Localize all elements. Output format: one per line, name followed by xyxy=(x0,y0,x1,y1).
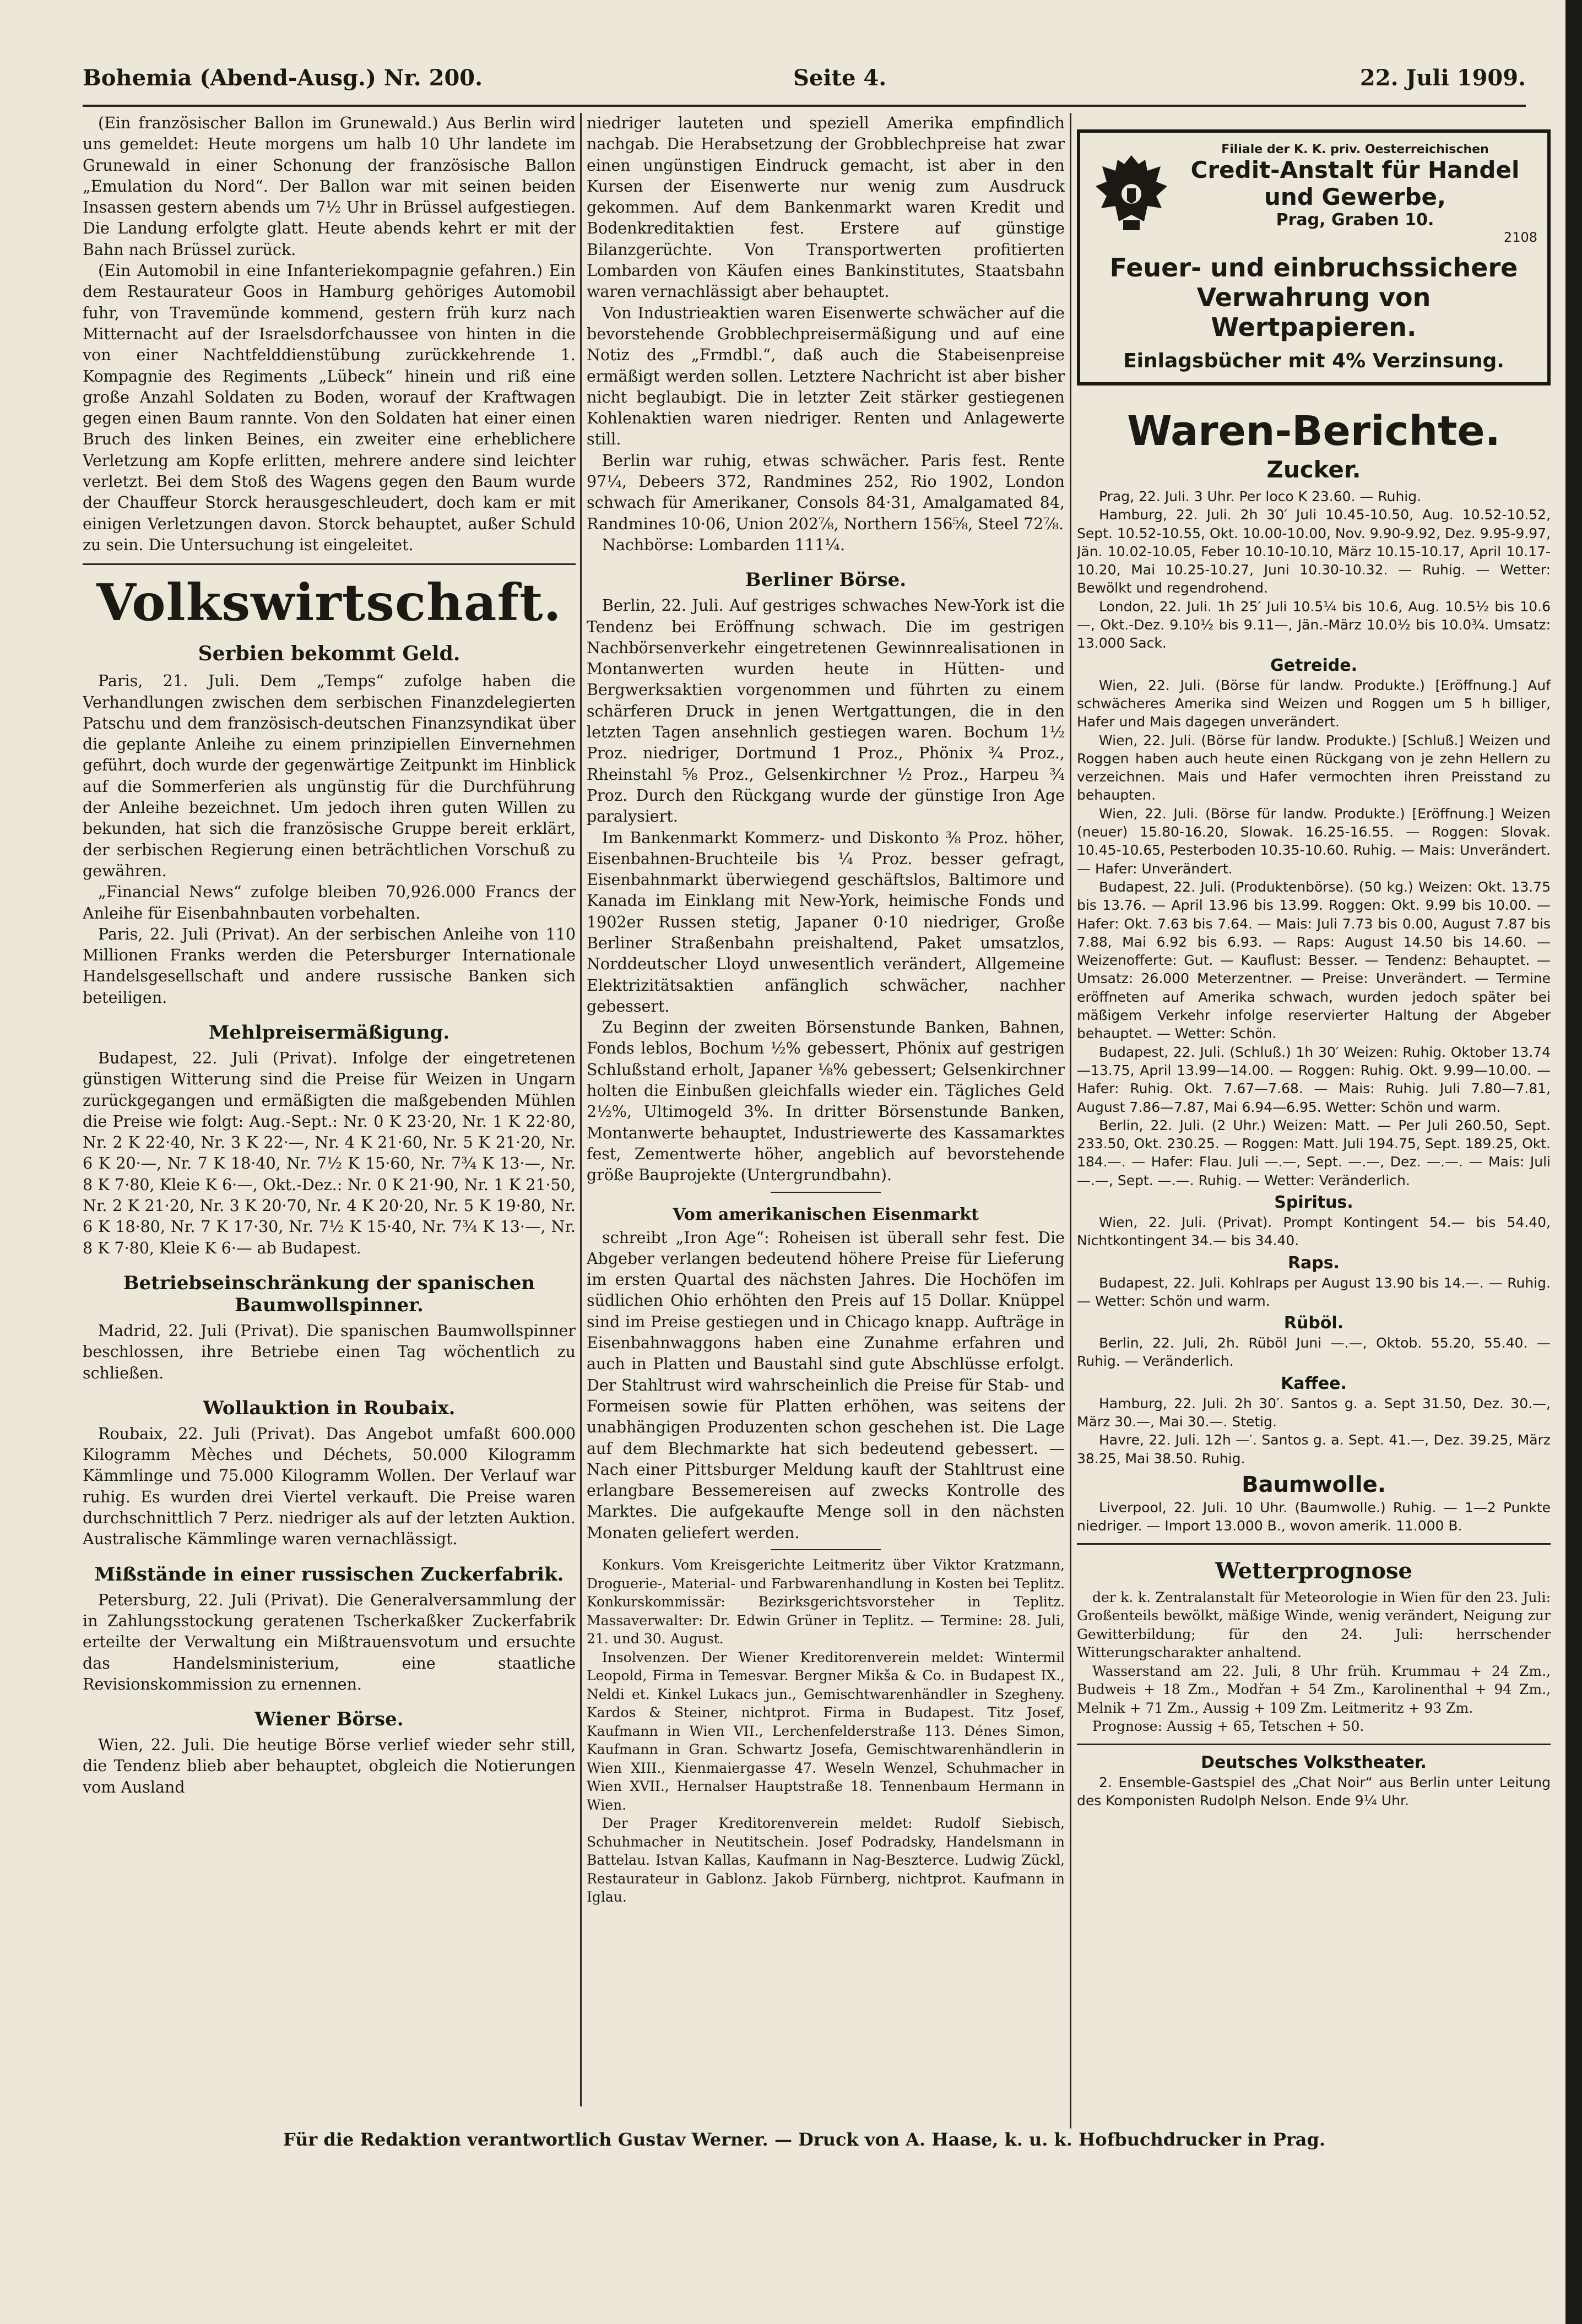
article-serbien-1: Paris, 21. Juli. Dem „Temps“ zufolge haben die Verhandlungen zwischen dem serbischen Finanzdelegierten Patschu und dem französisch-deutschen Finanzsyndikat über die geplante Anleihe zu einem prinzipiellen Einvernehmen geführt, doch wurde der gegenwärtige Zeitpunkt im Hinblick auf die Sommerferien als ungünstig für die Durchführung der Anleihe bezeichnet. Um jedoch ihren guten Willen zu bekunden, hat sich die französische Gruppe bereit erklärt, der serbischen Regierung einen beträchtlichen Vorschuß zu gewähren. xyxy=(83,672,576,880)
market-heading-zucker: Zucker. xyxy=(1266,456,1361,483)
market-report: Wien, 22. Juli. (Börse für landw. Produkte.) [Schluß.] Weizen und Roggen haben auch heute einen Rückgang von je zehn Hellern zu verzeichnen. Mais und Hafer vermochten ihren Preisstand zu behaupten. xyxy=(1077,732,1551,803)
double-eagle-emblem-icon xyxy=(1090,150,1173,238)
ad-line-verwahrung: Feuer- und einbruchssichere Verwahrung von Wertpapieren. xyxy=(1109,253,1518,342)
article-wiener-boerse: Wien, 22. Juli. Die heutige Börse verlief wieder sehr still, die Tendenz blieb aber behauptet, obgleich die Notierungen vom Ausland xyxy=(83,1736,576,1796)
headline-wetterprognose: Wetterprognose xyxy=(1215,1557,1412,1584)
market-heading-rueboel: Rüböl. xyxy=(1283,1313,1344,1333)
article-industrieaktien: Von Industrieaktien waren Eisenwerte schwächer auf die bevorstehende Grobblechpreisermäßigung und auf eine Notiz des „Frmdbl.“, daß auch die Stabeisenpreise ermäßigt werden sollen. Letztere Nachricht ist aber bisher nicht beglaubigt. Die in letzter Zeit stärker gestiegenen Kohlenaktien waren niedriger. Renten und Anlagewerte still. xyxy=(587,303,1065,449)
market-report: Wien, 22. Juli. (Privat). Prompt Kontingent 54.— bis 54.40, Nichtkontingent 34.— bis 34.40. xyxy=(1077,1214,1551,1249)
article-rule xyxy=(771,1192,881,1193)
article-automobile: (Ein Automobil in eine Infanteriekompagnie gefahren.) Ein dem Restaurateur Goos in Hamburg gehöriges Automobil fuhr, von Travemünde kommend, gestern früh kurz nach Mitternacht auf der Israelsdorfchaussee von hinten in die von einer Nachtfelddienstübung zurückkehrende 1. Kompagnie des Regiments „Lübeck“ hinein und riß eine große Anzahl Soldaten zu Boden, worauf der Kraftwagen gegen einen Baum rannte. Von den Soldaten hat einer einen Bruch des linken Beines, ein zweiter eine erheblichere Verletzung am Kopfe erlitten, mehrere andere sind leichter verletzt. Bei dem Stoß des Wagens gegen den Baum wurde der Chauffeur Storck herausgeschleudert, doch kam er mit einigen Verletzungen davon. Storck behauptet, außer Schuld zu sein. Die Untersuchung ist eingeleitet. xyxy=(83,262,576,554)
article-insolvenzen: Insolvenzen. Der Wiener Kreditorenverein meldet: Wintermil Leopold, Firma in Temesvar. Bergner Mikša & Co. in Budapest IX., Neldi et. Kinkel Lukacs jun., Gemischtwarenhändler in Szegheny. Kardos & Steiner, nichtprot. Firma in Budapest. Titz Josef, Kaufmann in Wien VII., Lerchenfelderstraße 113. Dénes Simon, Kaufmann in Gran. Schwartz Josefa, Gemischtwarenhändlerin in Wien XIII., Kienmaiergasse 47. Weseln Wenzel, Schuhmacher in Wien XVII., Hernalser Hauptstraße 18. Tennenbaum Hermann in Wien. xyxy=(587,1649,1065,1813)
theater-notice: 2. Ensemble-Gastspiel des „Chat Noir“ aus Berlin unter Leitung des Komponisten Rudolph Nelson. Ende 9¼ Uhr. xyxy=(1077,1774,1551,1809)
market-report: London, 22. Juli. 1h 25′ Juli 10.5¼ bis 10.6, Aug. 10.5½ bis 10.6—, Okt.-Dez. 9.10½ bis 9.11—, Jän.-März 10.0½ bis 10.0¾. Umsatz: 13.000 Sack. xyxy=(1077,598,1551,651)
article-serbien-2: „Financial News“ zufolge bleiben 70,926.000 Francs der Anleihe für Eisenbahnbauten vorbehalten. xyxy=(83,883,576,922)
section-rule xyxy=(83,563,576,565)
ad-number: 2108 xyxy=(1503,230,1537,245)
headline-serbien: Serbien bekommt Geld. xyxy=(198,642,460,666)
article-eisenmarkt: schreibt „Iron Age“: Roheisen ist überall sehr fest. Die Abgeber verlangen bedeutend höhere Preise für Lieferung im ersten Quartal des nächsten Jahres. Die Hochöfen im südlichen Ohio erhöhten den Preis auf 15 Dollar. Knüppel sind im Preise gestiegen und in Chicago knapp. Aufträge in Eisenbahnwaggons haben eine Zunahme erfahren und auch in Platten und Baustahl sind gute Abschlüsse erfolgt. Der Stahltrust wird wahrscheinlich die Preise für Stab- und Formeisen sowie für Platten erhöhen, was seitens der unabhängigen Produzenten schon geschehen ist. Die Lage auf dem Blechmarkte hat sich bedeutend gebessert. — Nach einer Pittsburger Meldung kauft der Stahltrust eine erlangbare Bessemereisen auf zwecks Kontrolle des Marktes. Die aufgekaufte Menge soll in den nächsten Monaten geliefert werden. xyxy=(587,1228,1065,1542)
article-nachboerse: Nachbörse: Lombarden 111¼. xyxy=(602,535,845,554)
headline-wollauktion: Wollauktion in Roubaix. xyxy=(203,1397,456,1419)
market-report: Berlin, 22. Juli. (2 Uhr.) Weizen: Matt. — Per Juli 260.50, Sept. 233.50, Okt. 230.25. — Roggen: Matt. Juli 194.75, Sept. 189.25, Okt. 184.—. — Hafer: Flau. Juli —.—, Sept. —.—, Dez. —.—. — Mais: Juli —.—, Sept. —.—. Ruhig. — Wetter: Veränderlich. xyxy=(1077,1117,1551,1188)
headline-spinner: Betriebseinschränkung der spanischen Baumwollspinner. xyxy=(123,1272,535,1316)
market-report: Hamburg, 22. Juli. 2h 30′. Santos g. a. Sept 31.50, Dez. 30.—, März 30.—, Mai 30.—. Stetig. xyxy=(1077,1395,1551,1430)
header-page-number: Seite 4. xyxy=(793,65,887,91)
section-title-waren-berichte: Waren-Berichte. xyxy=(1127,408,1500,455)
article-berliner-boerse-2: Im Bankenmarkt Kommerz- und Diskonto ⅜ Proz. höher, Eisenbahnen-Bruchteile bis ¼ Proz. besser gefragt, Eisenbahnmarkt überwiegend geschäftslos, Baltimore und Kanada im Einklang mit New-York, heimische Fonds und 1902er Russen stetig, Japaner 0·10 niedriger, Große Berliner Straßenbahn preishaltend, Paket umsatzlos, Norddeutscher Lloyd unwesentlich verändert, Allgemeine Elektrizitätsaktien anfänglich schwächer, nachher gebessert. xyxy=(587,828,1065,1016)
header-masthead: Bohemia (Abend-Ausg.) Nr. 200. xyxy=(83,65,483,91)
section-rule xyxy=(1077,1543,1551,1545)
article-balloon: (Ein französischer Ballon im Grunewald.) Aus Berlin wird uns gemeldet: Heute morgens um halb 10 Uhr landete im Grunewald in einer Schonung der französische Ballon „Emulation du Nord“. Der Ballon war mit seinen beiden Insassen gestern abends um 7½ Uhr in Brüssel aufgestiegen. Die Landung erfolgte glatt. Heute abends kehrt er mit der Bahn nach Brüssel zurück. xyxy=(83,114,576,259)
headline-wiener-boerse: Wiener Börse. xyxy=(254,1708,404,1731)
headline-volkstheater: Deutsches Volkstheater. xyxy=(1201,1752,1427,1772)
ad-line-einlagsbuecher: Einlagsbücher mit 4% Verzinsung. xyxy=(1123,350,1504,372)
headline-zuckerfabrik: Mißstände in einer russischen Zuckerfabrik. xyxy=(94,1563,564,1585)
water-forecast: Prognose: Aussig + 65, Tetschen + 50. xyxy=(1092,1718,1364,1735)
column-2 xyxy=(587,113,1065,2117)
article-wiener-boerse-cont: niedriger lauteten und speziell Amerika empfindlich nachgab. Die Herabsetzung der Grobblechpreise hat zwar einen ungünstigen Eindruck gemacht, ist aber in den Kursen der Eisenwerte nur wenig zum Ausdruck gekommen. Auf dem Bankenmarkt waren Kredit und Bodenkreditaktien fest. Erstere auf günstige Bilanzgerüchte. Von Transportwerten profitierten Lombarden von Käufen eines Bankinstitutes, Staatsbahn waren vernachlässigt aber behauptet. xyxy=(587,114,1065,301)
section-title-volkswirtschaft: Volkswirtschaft. xyxy=(96,573,562,633)
ad-line-filiale: Filiale der K. K. priv. Oesterreichischen xyxy=(1221,143,1489,156)
article-serbien-3: Paris, 22. Juli (Privat). An der serbischen Anleihe von 110 Millionen Franks werden die Petersburger Internationale Handelsgesellschaft und andere russische Banken sich beteiligen. xyxy=(83,925,576,1007)
market-report: Wien, 22. Juli. (Börse für landw. Produkte.) [Eröffnung.] Auf schwächeres Amerika sind Weizen und Roggen um 5 h billiger, Hafer und Mais dagegen unverändert. xyxy=(1077,677,1551,730)
advertisement-credit-anstalt xyxy=(1077,129,1551,385)
weather-forecast: der k. k. Zentralanstalt für Meteorologie in Wien für den 23. Juli: Großenteils bewölkt, mäßige Winde, wenig verändert, Neigung zur Gewitterbildung; für den 24. Juli: herrschender Witterungscharakter anhaltend. xyxy=(1077,1589,1551,1661)
water-levels: Wasserstand am 22. Juli, 8 Uhr früh. Krummau + 24 Zm., Budweis + 18 Zm., Modřan + 54 Zm., Karolinenthal + 94 Zm., Melnik + 71 Zm., Aussig + 109 Zm. Leitmeritz + 93 Zm. xyxy=(1077,1663,1551,1716)
article-wollauktion: Roubaix, 22. Juli (Privat). Das Angebot umfaßt 600.000 Kilogramm Mèches und Déchets, 50.000 Kilogramm Kämmlinge und 75.000 Kilogramm Wollen. Der Verlauf war ruhig. Es wurden drei Viertel verkauft. Die Preise waren durchschnittlich 7 Perz. niedriger als auf der letzten Auktion. Australische Kämmlinge waren vernachlässigt. xyxy=(83,1424,576,1549)
article-zuckerfabrik: Petersburg, 22. Juli (Privat). Die Generalversammlung der in Zahlungsstockung geratenen Tscherkaßker Zuckerfabrik erteilte der Verwaltung ein Mißtrauensvotum und ersuchte das Handelsministerium, eine staatliche Revisionskommission zu ernennen. xyxy=(83,1590,576,1693)
market-heading-getreide: Getreide. xyxy=(1270,655,1357,675)
ad-line-credit-anstalt: Credit-Anstalt für Handel und Gewerbe, xyxy=(1190,156,1520,210)
market-report: Hamburg, 22. Juli. 2h 30′ Juli 10.45-10.50, Aug. 10.52-10.52, Sept. 10.52-10.55, Okt. 10.00-10.00, Nov. 9.90-9.92, Dez. 9.95-9.97, Jän. 10.02-10.05, Feber 10.10-10.10, März 10.15-10.17, April 10.17-10.20, Mai 10.25-10.27, Juni 10.30-10.32. — Ruhig. — Wetter: Bewölkt und regendrohend. xyxy=(1077,507,1551,596)
article-berlin-paris: Berlin war ruhig, etwas schwächer. Paris fest. Rente 97¼, Debeers 372, Randmines 252, Rio 1902, London schwach für Amerikaner, Consols 84·31, Amalgamated 84, Randmines 10·06, Union 202⅞, Northern 156⅝, Steel 72⅞. xyxy=(587,451,1065,533)
article-konkurs: Konkurs. Vom Kreisgerichte Leitmeritz über Viktor Kratzmann, Droguerie-, Material- und Farbwarenhandlung in Kosten bei Teplitz. Konkurskommissär: Bezirksgerichtsvorsteher in Teplitz. Massaverwalter: Dr. Edwin Grüner in Teplitz. — Termine: 28. Juli, 21. und 30. August. xyxy=(587,1557,1065,1647)
article-prager-kreditorenverein: Der Prager Kreditorenverein meldet: Rudolf Siebisch, Schuhmacher in Neutitschein. Josef Podradsky, Handelsmann in Battelau. Istvan Kallas, Kaufmann in Nag-Beszterce. Ludwig Zückl, Restaurateur in Gablonz. Jakob Fürnberg, nichtprot. Kaufmann in Iglau. xyxy=(587,1815,1065,1905)
header-rule xyxy=(83,105,1526,107)
imprint-footer: Für die Redaktion verantwortlich Gustav Werner. — Druck von A. Haase, k. u. k. Hofbuchdrucker in Prag. xyxy=(283,2129,1325,2150)
headline-berliner-boerse: Berliner Börse. xyxy=(745,569,907,591)
market-report: Berlin, 22. Juli, 2h. Rüböl Juni —.—, Oktob. 55.20, 55.40. — Ruhig. — Veränderlich. xyxy=(1077,1335,1551,1370)
article-rule xyxy=(771,1549,881,1550)
market-report: Budapest, 22. Juli. (Produktenbörse). (50 kg.) Weizen: Okt. 13.75 bis 13.76. — April 13.96 bis 13.99. Roggen: Okt. 9.99 bis 10.00. — Hafer: Okt. 7.63 bis 7.64. — Mais: Juli 7.73 bis 0.00, August 7.87 bis 7.88, Mai 6.92 bis 6.93. — Raps: August 14.50 bis 14.60. — Weizenofferte: Gut. — Kauflust: Besser. — Tendenz: Behauptet. — Umsatz: 26.000 Meterzentner. — Preise: Unverändert. — Termine eröffneten auf Amerika schwach, wurden jedoch später bei mäßigem Verkehr infolge reservierter Haltung der Abgeber behauptet. — Wetter: Schön. xyxy=(1077,878,1551,1042)
page-header xyxy=(83,65,1526,104)
market-report: Budapest, 22. Juli. Kohlraps per August 13.90 bis 14.—. — Ruhig. — Wetter: Schön und warm. xyxy=(1077,1274,1551,1309)
article-berliner-boerse-3: Zu Beginn der zweiten Börsenstunde Banken, Bahnen, Fonds leblos, Bochum ½% gebessert, Phönix auf gestrigen Schlußstand erholt, Japaner ⅛% gebessert; Gelsenkirchner holten die Einbußen gleichfalls wieder ein. Tägliches Geld 2½%, Ultimogeld 3%. In dritter Börsenstunde Banken, Montanwerte behauptet, Industriewerte des Kassamarktes fest, Zementwerte höher, angeblich auf bevorstehende größe Bauprojekte (Untergrundbahn). xyxy=(587,1018,1065,1185)
article-mehlpreis: Budapest, 22. Juli (Privat). Infolge der eingetretenen günstigen Witterung sind die Preise für Weizen in Ungarn zurückgegangen und ermäßigten die maßgebenden Mühlen die Preise wie folgt: Aug.-Sept.: Nr. 0 K 23·20, Nr. 1 K 22·80, Nr. 2 K 22·40, Nr. 3 K 22·—, Nr. 4 K 21·60, Nr. 5 K 21·20, Nr. 6 K 20·—, Nr. 7 K 18·40, Nr. 7½ K 15·60, Nr. 7¾ K 13·—, Nr. 8 K 7·80, Kleie K 6·—, Okt.-Dez.: Nr. 0 K 21·90, Nr. 1 K 21·50, Nr. 2 K 21·20, Nr. 3 K 20·70, Nr. 4 K 20·20, Nr. 5 K 19·80, Nr. 6 K 18·80, Nr. 7 K 17·30, Nr. 7½ K 15·40, Nr. 7¾ K 13·—, Nr. 8 K 7·80, Kleie K 6·— ab Budapest. xyxy=(83,1049,576,1257)
ad-line-address: Prag, Graben 10. xyxy=(1276,210,1434,230)
column-1 xyxy=(83,113,576,2095)
column-3 xyxy=(1077,113,1551,2195)
header-date: 22. Juli 1909. xyxy=(1359,65,1526,91)
market-report: Havre, 22. Juli. 12h —′. Santos g. a. Sept. 41.—, Dez. 39.25, März 38.25, Mai 38.50. Ruhig. xyxy=(1077,1432,1551,1467)
market-heading-baumwolle: Baumwolle. xyxy=(1242,1471,1386,1497)
headline-mehlpreis: Mehlpreisermäßigung. xyxy=(208,1021,450,1044)
column-divider xyxy=(1070,113,1071,2128)
market-report: Liverpool, 22. Juli. 10 Uhr. (Baumwolle.) Ruhig. — 1—2 Punkte niedriger. — Import 13.000 B., wovon amerik. 11.000 B. xyxy=(1077,1499,1551,1534)
article-berliner-boerse-1: Berlin, 22. Juli. Auf gestriges schwaches New-York ist die Tendenz bei Eröffnung schwach. Die im gestrigen Nachbörsenverkehr eingetretenen Gewinnrealisationen in Montanwerten wurden heute in Hütten- und Bergwerksaktien vorgenommen und führten zu einem schärferen Druck in jenen Wertgattungen, die in den letzten Tagen ansehnlich gestiegen waren. Bochum 1½ Proz. niedriger, Dortmund 1 Proz., Phönix ¾ Proz., Rheinstahl ⅝ Proz., Gelsenkirchner ½ Proz., Harpeu ¾ Proz. Durch den Rückgang wurde der günstige Iron Age paralysiert. xyxy=(587,596,1065,826)
scan-edge xyxy=(1565,0,1582,2324)
headline-eisenmarkt: Vom amerikanischen Eisenmarkt xyxy=(673,1204,979,1224)
market-heading-spiritus: Spiritus. xyxy=(1274,1192,1353,1212)
market-report: Wien, 22. Juli. (Börse für landw. Produkte.) [Eröffnung.] Weizen (neuer) 15.80-16.20, Slowak. 16.25-16.55. — Roggen: Slovak. 10.45-10.65, Pesterboden 10.35-10.60. Ruhig. — Mais: Unverändert. — Hafer: Unverändert. xyxy=(1077,805,1551,877)
market-heading-raps: Raps. xyxy=(1287,1253,1340,1273)
market-report: Prag, 22. Juli. 3 Uhr. Per loco K 23.60. — Ruhig. xyxy=(1099,488,1422,504)
column-divider xyxy=(580,113,582,2106)
market-heading-kaffee: Kaffee. xyxy=(1281,1373,1347,1393)
article-spinner: Madrid, 22. Juli (Privat). Die spanischen Baumwollspinner beschlossen, ihre Betriebe einen Tag wöchentlich zu schließen. xyxy=(83,1321,576,1382)
market-report: Budapest, 22. Juli. (Schluß.) 1h 30′ Weizen: Ruhig. Oktober 13.74—13.75, April 13.99—14.00. — Roggen: Ruhig. Okt. 9.99—10.00. — Hafer: Ruhig. Okt. 7.67—7.68. — Mais: Ruhig. Juli 7.80—7.81, August 7.86—7.87, Mai 6.94—6.95. Wetter: Schön und warm. xyxy=(1077,1044,1551,1115)
section-rule xyxy=(1077,1744,1551,1745)
